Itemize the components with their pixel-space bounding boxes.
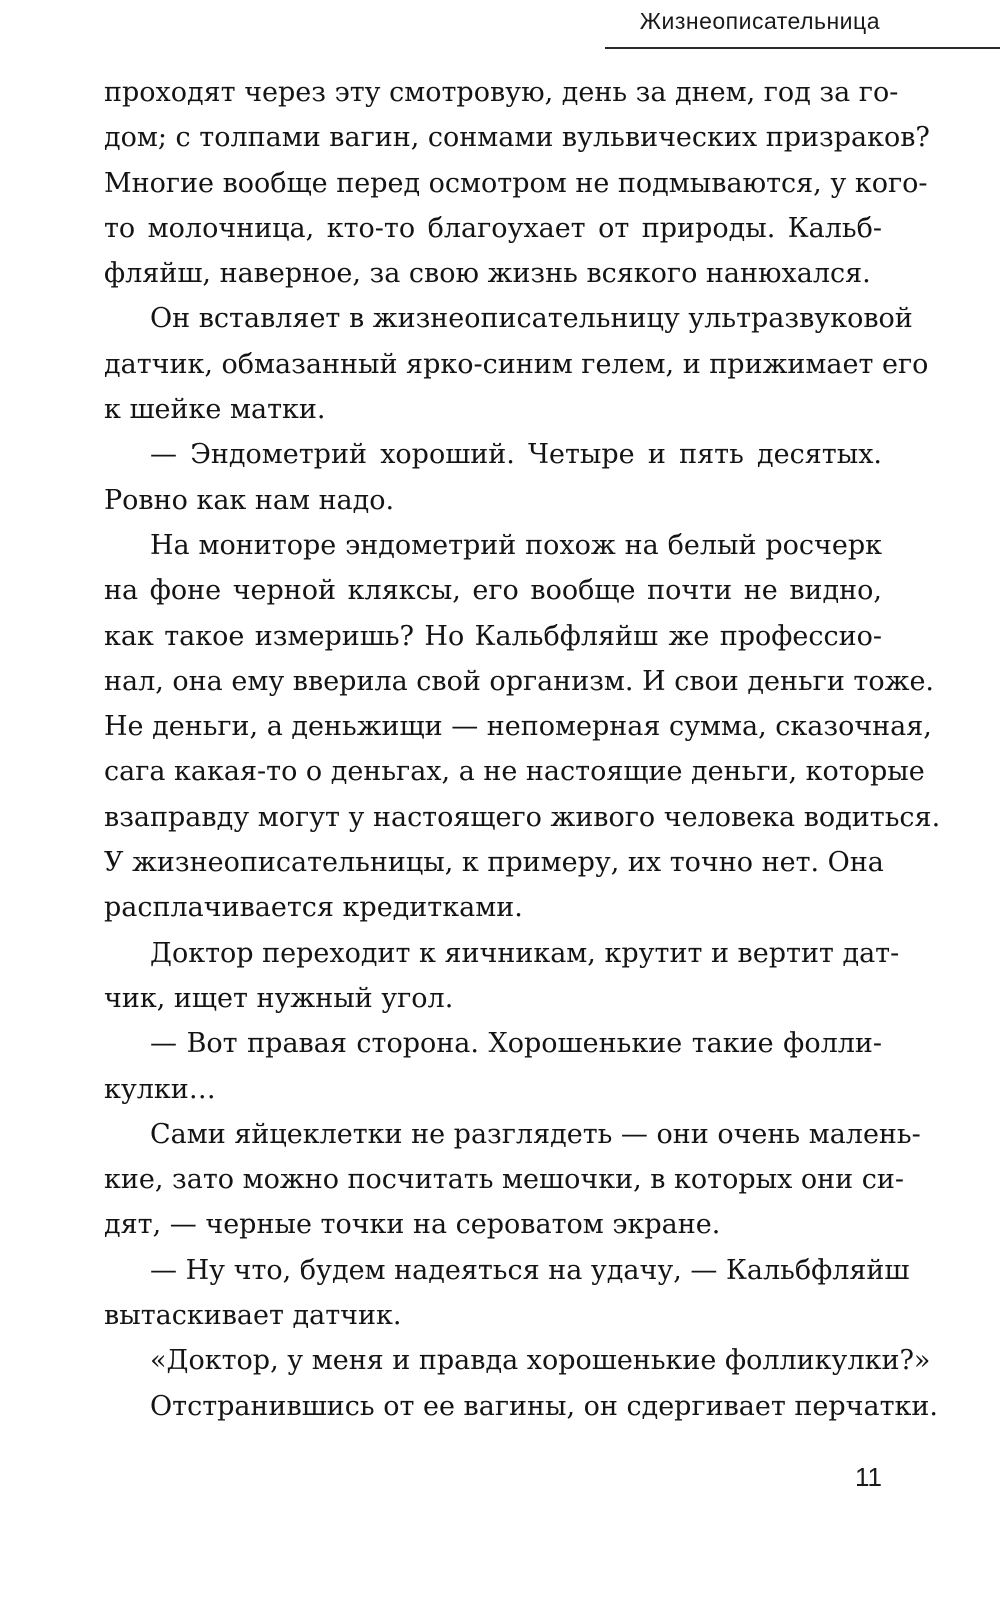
text-line: Не деньги, а деньжищи — непомерная сумма, сказочная, bbox=[104, 711, 932, 743]
text-line: Ровно как нам надо. bbox=[104, 484, 395, 516]
text-line: дят, — черные точки на сероватом экране. bbox=[104, 1209, 721, 1241]
text-line: расплачивается кредитками. bbox=[104, 892, 523, 924]
text-line: на фоне черной кляксы, его вообще почти не видно, bbox=[104, 575, 882, 607]
text-line: проходят через эту смотровую, день за днем, год за го- bbox=[104, 77, 899, 108]
text-line: чик, ищет нужный угол. bbox=[104, 982, 454, 1014]
page-number: 11 bbox=[855, 1462, 882, 1492]
text-line: Доктор переходит к яичникам, крутит и вертит дат- bbox=[150, 937, 900, 969]
text-line: кулки… bbox=[104, 1073, 216, 1105]
running-head: Жизнеописательница bbox=[639, 8, 880, 34]
text-line: то молочница, кто-то благоухает от природы. Кальб- bbox=[104, 212, 882, 244]
text-line: — Ну что, будем надеяться на удачу, — Кальбфляйш bbox=[150, 1254, 910, 1286]
text-line: — Вот правая сторона. Хорошенькие такие фолли- bbox=[150, 1028, 882, 1060]
text-line: Многие вообще перед осмотром не подмываются, у кого- bbox=[104, 167, 928, 199]
text-line: Сами яйцеклетки не разглядеть — они очень малень- bbox=[150, 1118, 921, 1150]
text-line: к шейке матки. bbox=[104, 394, 326, 426]
text-line: На мониторе эндометрий похож на белый росчерк bbox=[150, 529, 882, 561]
text-line: «Доктор, у меня и правда хорошенькие фолликулки?» bbox=[150, 1345, 931, 1377]
text-line: — Эндометрий хороший. Четыре и пять десятых. bbox=[150, 439, 882, 471]
text-line: кие, зато можно посчитать мешочки, в которых они си- bbox=[104, 1164, 904, 1196]
body-text bbox=[104, 70, 941, 1429]
text-line: взаправду могут у настоящего живого человека водиться. bbox=[104, 801, 941, 833]
text-line: вытаскивает датчик. bbox=[104, 1300, 402, 1332]
text-line: сага какая-то о деньгах, а не настоящие деньги, которые bbox=[104, 756, 925, 788]
text-line: датчик, обмазанный ярко-синим гелем, и прижимает его bbox=[104, 348, 929, 380]
text-line: У жизнеописательницы, к примеру, их точно нет. Она bbox=[104, 847, 884, 879]
text-line: как такое измеришь? Но Кальбфляйш же профессио- bbox=[104, 620, 882, 652]
text-line: Отстранившись от ее вагины, он сдергивает перчатки. bbox=[150, 1390, 938, 1422]
text-line: нал, она ему вверила свой организм. И свои деньги тоже. bbox=[104, 665, 934, 697]
text-line: Он вставляет в жизнеописательницу ультразвуковой bbox=[150, 303, 913, 335]
text-line: дом; с толпами вагин, сонмами вульвических призраков? bbox=[104, 122, 930, 154]
text-line: фляйш, наверное, за свою жизнь всякого нанюхался. bbox=[104, 258, 871, 290]
running-head-rule bbox=[605, 47, 1000, 49]
